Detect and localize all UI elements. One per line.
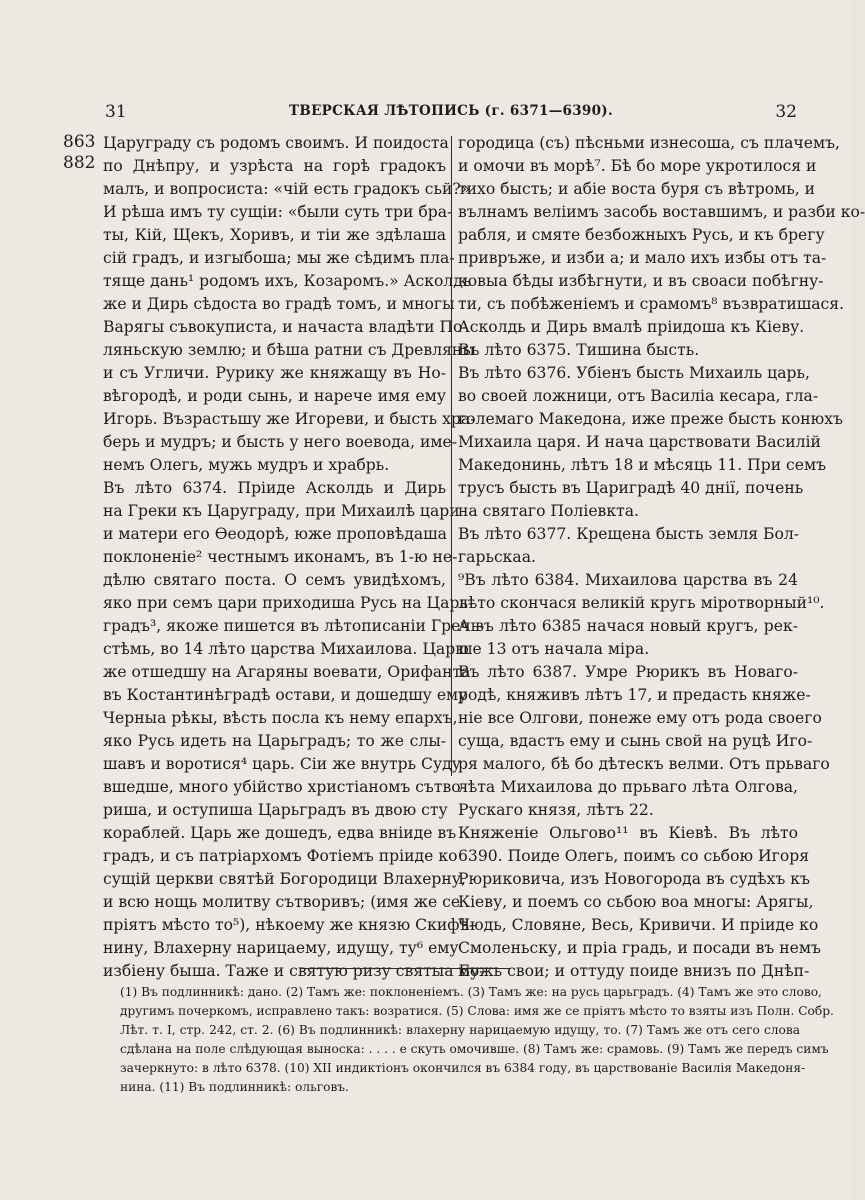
text-line: рабля, и смяте безбожныхъ Русь, и къ брегу: [458, 226, 825, 244]
text-line: тяще дань¹ родомъ ихъ, Козаромъ.» Асколдь: [103, 272, 472, 290]
text-line: ты, Кій, Щекъ, Хоривъ, и тіи же здѣлаша: [103, 226, 446, 244]
text-line: сій градъ, и изгыбоша; мы же сѣдимъ пла-: [103, 249, 455, 267]
text-line: на святаго Поліевкта.: [458, 502, 639, 520]
text-line: пріятъ мѣсто то⁵), нѣкоему же князю Скифѣ-: [103, 916, 475, 934]
text-line: Черныа рѣкы, вѣсть посла къ нему епархъ,: [103, 709, 458, 727]
text-line: лѣто скончася великій кругь міротворный¹⁰.: [458, 594, 825, 612]
text-line: Рускаго князя, лѣтъ 22.: [458, 801, 654, 819]
page-number-right: 32: [775, 102, 797, 122]
text-line: вѣгородѣ, и роди сынь, и нарече имя ему: [103, 387, 446, 405]
text-line: гарьскаа.: [458, 548, 536, 566]
text-line: Царуграду съ родомъ своимъ. И поидоста: [103, 134, 449, 152]
text-line: сущій церкви святѣй Богородици Влахерну,: [103, 870, 466, 888]
text-line: ти, съ побѣженіемъ и срамомъ⁸ възвратишася.: [458, 295, 845, 313]
text-line: Княженіе Ольгово¹¹ въ Кіевѣ. Въ лѣто: [458, 824, 798, 842]
text-line: Варягы съвокуписта, и начаста владѣти По-: [103, 318, 468, 336]
text-line: и матери его Ѳеодорѣ, юже проповѣдаша: [103, 525, 447, 543]
text-line: нину, Влахерну нарицаему, идущу, ту⁶ ему: [103, 939, 459, 957]
text-line: Въ лѣто 6377. Крещена бысть земля Бол-: [458, 525, 800, 543]
page-number-left: 31: [105, 102, 127, 122]
text-line: Смоленьску, и пріа градь, и посади въ немъ: [458, 939, 821, 957]
text-line: ше 13 отъ начала міра.: [458, 640, 650, 658]
text-line: Рюриковича, изъ Новогорода въ судѣхъ къ: [458, 870, 810, 888]
text-line: А въ лѣто 6385 начася новый кругъ, рек-: [458, 617, 798, 635]
text-line: градъ, и съ патріархомъ Фотіемъ пріиде ко: [103, 847, 458, 865]
text-line: дѣлю святаго поста. О семъ увидѣхомъ,: [103, 571, 446, 589]
text-line: и омочи въ морѣ⁷. Бѣ бо море укротилося и: [458, 157, 817, 175]
text-line: Игорь. Възрастьшу же Игореви, и бысть хра-: [103, 410, 476, 428]
text-line: големаго Македона, иже преже бысть конюхъ: [458, 410, 843, 428]
text-line: ⁹Въ лѣто 6384. Михаилова царства въ 24: [458, 571, 798, 589]
right-column: [458, 132, 865, 983]
text-line: Кіеву, и поемъ со сьбою воа многы: Арягы,: [458, 893, 814, 911]
text-line: мужь свои; и оттуду поиде внизъ по Днѣп-: [458, 962, 810, 980]
text-line: Асколдь и Дирь вмалѣ пріидоша къ Кіеву.: [458, 318, 805, 336]
text-line: привръже, и изби а; и мало ихъ избы отъ та-: [458, 249, 827, 267]
text-line: тихо бысть; и абіе воста буря съ вѣтромь, и: [458, 180, 816, 198]
footnote-line: Лѣт. т. I, стр. 242, ст. 2. (6) Въ подлинникѣ: влахерну нарицаемую идущу, то. (7) Тамъ же отъ сего слова: [120, 1023, 800, 1037]
text-line: ніе все Олгови, понеже ему отъ рода своего: [458, 709, 822, 727]
text-line: И рѣша имъ ту сущіи: «были суть три бра-: [103, 203, 453, 221]
text-line: городица (съ) пѣсньми изнесоша, съ плачемъ,: [458, 134, 840, 152]
text-line: и всю нощь молитву сътворивъ; (имя же се: [103, 893, 461, 911]
text-line: же отшедшу на Агаряны воевати, Орифанта: [103, 663, 471, 681]
margin-years: [63, 132, 95, 174]
footnote-line: зачеркнуто: в лѣто 6378. (10) XII индиктіонъ окончился въ 6384 году, въ царствованіе Василія Македоня-: [120, 1061, 806, 1075]
footnote-line: другимъ почеркомъ, исправлено такъ: возратися. (5) Слова: имя же се пріятъ мѣсто то взяты изъ Полн. Собр.: [120, 1004, 834, 1018]
text-line: вшедше, много убійство христіаномъ сътво-: [103, 778, 466, 796]
text-line: малъ, и вопросиста: «чій есть градокъ сьй?»: [103, 180, 471, 198]
footnote-rule: [300, 968, 510, 969]
text-line: избіену быша. Таже и святую ризу святыа Бо-: [103, 962, 485, 980]
text-line: трусъ бысть въ Цариградѣ 40 днії, почень: [458, 479, 804, 497]
text-line: Чюдь, Словяне, Весь, Кривичи. И пріиде ко: [458, 916, 819, 934]
margin-year: 863: [63, 132, 96, 152]
text-line: родѣ, княживъ лѣтъ 17, и предасть княже-: [458, 686, 811, 704]
text-line: градъ³, якоже пишется въ лѣтописаніи Гречь-: [103, 617, 485, 635]
text-line: ковыа бѣды избѣгнути, и въ своаси побѣгну-: [458, 272, 824, 290]
text-line: ляньскую землю; и бѣша ратни съ Древляны: [103, 341, 475, 359]
text-line: риша, и оступиша Царьградъ въ двою сту: [103, 801, 448, 819]
text-line: поклоненіе² честнымъ иконамъ, въ 1-ю не-: [103, 548, 458, 566]
text-line: яко Русь идеть на Царьградъ; то же слы-: [103, 732, 446, 750]
footnote-line: (1) Въ подлинникѣ: дано. (2) Тамъ же: поклоненіемъ. (3) Тамъ же: на русь царьградъ. (4) Тамъ же это слово,: [120, 985, 822, 999]
text-line: въ Костантинѣградѣ остави, и дошедшу ему: [103, 686, 468, 704]
text-line: по Днѣпру, и узрѣста на горѣ градокъ: [103, 157, 446, 175]
margin-year: 882: [63, 153, 96, 173]
text-line: Въ лѣто 6387. Умре Рюрикъ въ Новаго-: [458, 663, 798, 681]
text-line: кораблей. Царь же дошедъ, едва вніиде въ: [103, 824, 457, 842]
text-line: лѣта Михаилова до прьваго лѣта Олгова,: [458, 778, 798, 796]
text-line: вълнамъ веліимъ засобь воставшимъ, и разби ко-: [458, 203, 865, 221]
text-line: стѣмь, во 14 лѣто царства Михаилова. Царю: [103, 640, 469, 658]
running-title: ТВЕРСКАЯ ЛѢТОПИСЬ (г. 6371—6390).: [289, 103, 613, 119]
text-line: Михаила царя. И нача царствовати Василій: [458, 433, 821, 451]
text-line: Въ лѣто 6375. Тишина бысть.: [458, 341, 700, 359]
column-divider: [451, 136, 452, 776]
text-line: 6390. Поиде Олегь, поимъ со сьбою Игоря: [458, 847, 810, 865]
text-line: на Греки къ Царуграду, при Михаилѣ цари: [103, 502, 460, 520]
text-line: Въ лѣто 6376. Убіенъ бысть Михаиль царь,: [458, 364, 810, 382]
text-line: немъ Олегь, мужь мудръ и храбрь.: [103, 456, 390, 474]
text-line: ря малого, бѣ бо дѣтескъ велми. Отъ прьваго: [458, 755, 830, 773]
footnote-line: сдѣлана на поле слѣдующая выноска: . . . . е скуть омочивше. (8) Тамъ же: срамовь. (9) Тамъ же передъ симъ: [120, 1042, 829, 1056]
text-line: во своей ложници, отъ Василіа кесара, гла-: [458, 387, 819, 405]
text-line: шавъ и воротися⁴ царь. Сіи же внутрь Суду: [103, 755, 461, 773]
footnotes: [120, 983, 834, 1097]
text-line: и съ Угличи. Рурику же княжащу въ Но-: [103, 364, 446, 382]
left-column: [103, 132, 485, 983]
text-line: берь и мудръ; и бысть у него воевода, име-: [103, 433, 458, 451]
text-line: суща, вдастъ ему и сынь свой на руцѣ Иго-: [458, 732, 813, 750]
text-line: Македонинь, лѣтъ 18 и мѣсяць 11. При семъ: [458, 456, 827, 474]
text-line: яко при семъ цари приходиша Русь на Царь-: [103, 594, 474, 612]
text-line: же и Дирь сѣдоста во градѣ томъ, и многы: [103, 295, 455, 313]
text-line: Въ лѣто 6374. Пріиде Асколдь и Дирь: [103, 479, 446, 497]
page-header: [105, 102, 797, 126]
footnote-line: нина. (11) Въ подлинникѣ: ольговъ.: [120, 1080, 349, 1094]
